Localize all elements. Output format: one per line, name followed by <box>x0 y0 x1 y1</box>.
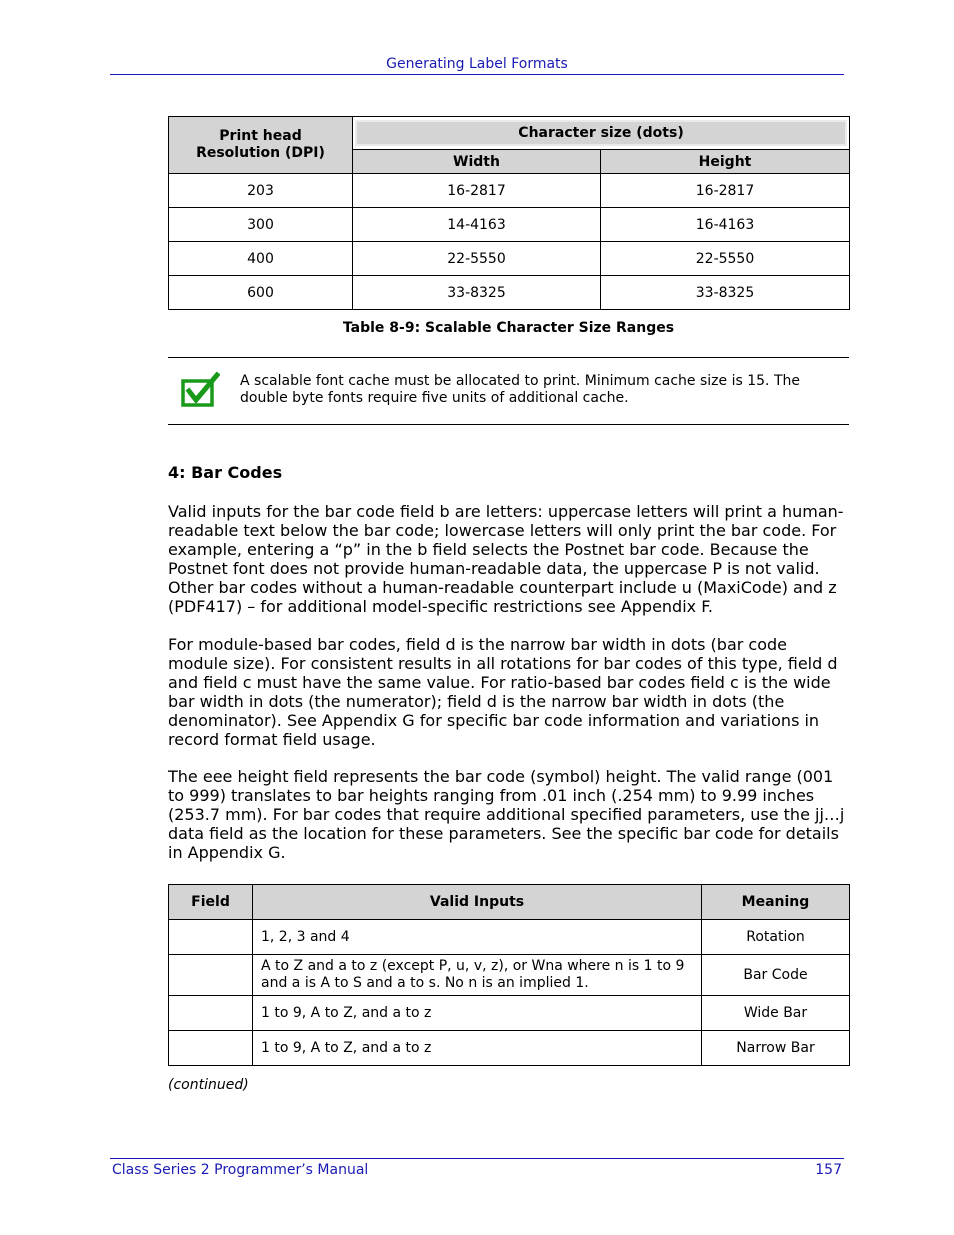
valid-inputs-cell: 1, 2, 3 and 4 <box>253 920 702 955</box>
character-size-label: Character size (dots) <box>355 120 847 146</box>
table-caption: Table 8-9: Scalable Character Size Ranges <box>342 320 675 336</box>
width-cell: 16-2817 <box>353 174 601 208</box>
table-row <box>169 920 850 955</box>
table-row <box>169 1031 850 1066</box>
note-text: A scalable font cache must be allocated to print. Minimum cache size is 15. The double byte fonts require five units of additional cache. <box>240 373 800 406</box>
field-cell <box>169 920 253 955</box>
field-cell <box>169 1031 253 1066</box>
column-header-field: Field <box>169 885 253 920</box>
table-row <box>169 208 850 242</box>
footer-rule <box>110 1158 844 1159</box>
dpi-cell: 300 <box>169 208 353 242</box>
table-row <box>169 174 850 208</box>
valid-inputs-cell: A to Z and a to z (except P, u, v, z), or Wna where n is 1 to 9 and a is A to S and a to s. No n is an implied 1. <box>253 955 702 996</box>
note-bottom-rule <box>168 424 849 425</box>
valid-inputs-cell: 1 to 9, A to Z, and a to z <box>253 996 702 1031</box>
column-header-width: Width <box>353 150 601 174</box>
width-cell: 22-5550 <box>353 242 601 276</box>
bar-code-fields-table <box>168 884 850 1066</box>
dpi-cell: 600 <box>169 276 353 310</box>
page-number: 157 <box>815 1162 842 1178</box>
field-cell <box>169 996 253 1031</box>
width-cell: 14-4163 <box>353 208 601 242</box>
footer-manual-title: Class Series 2 Programmer’s Manual <box>112 1162 369 1178</box>
column-header-height: Height <box>601 150 850 174</box>
column-header-valid-inputs: Valid Inputs <box>253 885 702 920</box>
table-row <box>169 276 850 310</box>
table-row <box>169 242 850 276</box>
body-paragraph: The eee height field represents the bar code (symbol) height. The valid range (001 to 999) translates to bar heights ranging from .01 inch (.254 mm) to 9.99 inches (253.7 mm). For bar codes that require additional specified parameters, use the jj…j data field as the location for these parameters. See the specific bar code for details in Appendix G. <box>168 767 845 862</box>
table-row <box>169 996 850 1031</box>
meaning-cell: Narrow Bar <box>702 1031 850 1066</box>
continued-note: (continued) <box>168 1077 249 1093</box>
height-cell: 16-2817 <box>601 174 850 208</box>
meaning-cell: Rotation <box>702 920 850 955</box>
table-row <box>169 955 850 996</box>
dpi-cell: 203 <box>169 174 353 208</box>
check-box-icon <box>180 372 220 408</box>
meaning-cell: Wide Bar <box>702 996 850 1031</box>
field-cell <box>169 955 253 996</box>
meaning-cell: Bar Code <box>702 955 850 996</box>
dpi-cell: 400 <box>169 242 353 276</box>
height-cell: 33-8325 <box>601 276 850 310</box>
body-paragraph: For module-based bar codes, field d is the narrow bar width in dots (bar code module size). For consistent results in all rotations for bar codes of this type, field d and field c must have the same value. For ratio-based bar codes field c is the wide bar width in dots (the numerator); field d is the narrow bar width in dots (the denominator). See Appendix G for specific bar code information and variations in record format field usage. <box>168 635 838 749</box>
height-cell: 16-4163 <box>601 208 850 242</box>
body-paragraph: Valid inputs for the bar code field b are letters: uppercase letters will print a human-readable text below the bar code; lowercase letters will only print the bar code. For example, entering a “p” in the b field selects the Postnet bar code. Because the Postnet font does not provide human-readable data, the uppercase P is not valid. Other bar codes without a human-readable counterpart include u (MaxiCode) and z (PDF417) – for additional model-specific restrictions see Appendix F. <box>168 502 844 616</box>
running-header-title: Generating Label Formats <box>386 56 568 72</box>
height-cell: 22-5550 <box>601 242 850 276</box>
header-rule <box>110 74 844 75</box>
character-size-table <box>168 116 850 310</box>
column-header-resolution: Print head Resolution (DPI) <box>169 117 353 174</box>
width-cell: 33-8325 <box>353 276 601 310</box>
section-heading: 4: Bar Codes <box>168 463 283 482</box>
valid-inputs-cell: 1 to 9, A to Z, and a to z <box>253 1031 702 1066</box>
column-header-character-size <box>353 117 850 150</box>
note-top-rule <box>168 357 849 358</box>
column-header-meaning: Meaning <box>702 885 850 920</box>
